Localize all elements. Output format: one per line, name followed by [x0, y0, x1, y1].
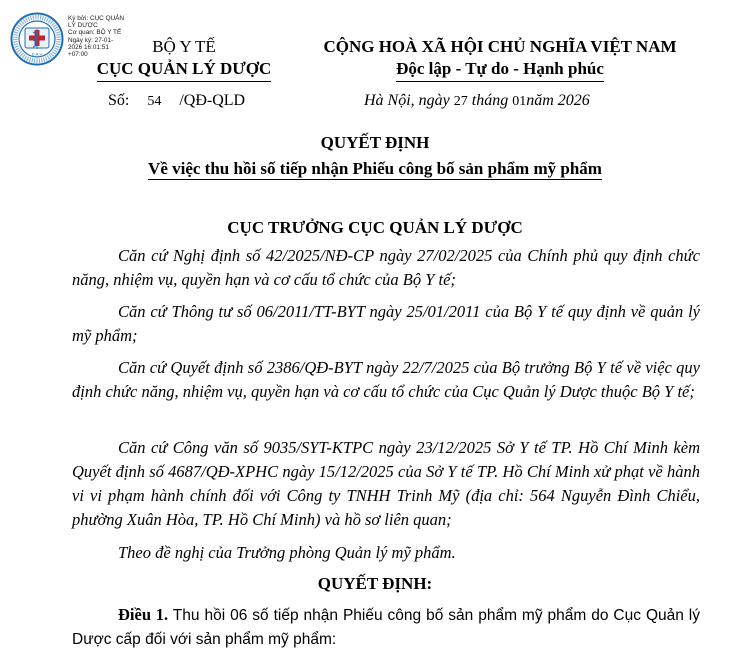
place-and-date — [364, 92, 590, 110]
date-day: 27 — [453, 94, 468, 109]
date-prefix: Hà Nội, ngày — [364, 92, 450, 109]
date-year: năm 2026 — [526, 92, 590, 109]
legal-basis-2: Căn cứ Thông tư số 06/2011/TT-BYT ngày 25/01/2011 của Bộ Y tế quy định về quản lý mỹ phẩm; — [72, 302, 700, 345]
legal-basis-1: Căn cứ Nghị định số 42/2025/NĐ-CP ngày 27/02/2025 của Chính phủ quy định chức năng, nhiệm vụ, quyền hạn và cơ cấu tổ chức của Bộ Y tế; — [72, 246, 700, 289]
issuing-organization — [90, 36, 278, 82]
signature-line: Ngày ký: 27-01- — [68, 36, 114, 44]
legal-basis-3: Căn cứ Quyết định số 2386/QĐ-BYT ngày 22/7/2025 của Bộ trưởng Bộ Y tế về việc quy định chức năng, nhiệm vụ, quyền hạn và cơ cấu tổ chức của Cục Quản lý Dược thuộc Bộ Y tế; — [72, 358, 700, 401]
signature-line: +07:00 — [68, 51, 88, 59]
agency-seal-icon — [10, 12, 64, 66]
doc-number-value: 54 — [147, 94, 162, 109]
legal-basis-4: Căn cứ Công văn số 9035/SYT-KTPC ngày 23/12/2025 Sở Y tế TP. Hồ Chí Minh kèm Quyết định số 4687/QĐ-XPHC ngày 15/12/2025 của Sở Y tế TP. Hồ Chí Minh xử phạt về hành vi vi phạm hành chính đối với Công ty TNHH Trinh Mỹ (địa chỉ: 564 Nguyễn Đình Chiểu, phường Xuân Hòa, TP. Hồ Chí Minh) và hồ sơ liên quan; — [72, 438, 700, 529]
article-1 — [72, 603, 700, 652]
ministry-name: BỘ Y TẾ — [152, 37, 216, 56]
document-title: QUYẾT ĐỊNH — [320, 133, 430, 152]
document-number — [108, 92, 245, 110]
subject-text: Về việc thu hồi số tiếp nhận Phiếu công bố sản phẩm mỹ phẩm — [148, 159, 602, 178]
article-1-label: Điều 1. — [118, 605, 169, 624]
article-1-text: Thu hồi 06 số tiếp nhận Phiếu công bố sản phẩm mỹ phẩm do Cục Quản lý Dược cấp đối với sản phẩm mỹ phẩm: — [72, 607, 701, 648]
date-month: 01 — [512, 94, 527, 109]
date-month-label: tháng — [471, 92, 509, 109]
country-name: CỘNG HOÀ XÃ HỘI CHỦ NGHĨA VIỆT NAM — [323, 37, 677, 56]
document-subject — [0, 159, 750, 180]
issuer-title: CỤC TRƯỞNG CỤC QUẢN LÝ DƯỢC — [227, 218, 523, 237]
signature-line: Ký bởi: CỤC QUẢN — [68, 15, 125, 22]
doc-number-prefix: Số: — [108, 92, 130, 109]
signature-line: Cơ quan: BỘ Y TẾ — [68, 29, 122, 37]
national-motto: Độc lập - Tự do - Hạnh phúc — [396, 58, 604, 82]
svg-text:D.A.V: D.A.V — [31, 51, 43, 57]
signature-line: 2026 16:01:51 — [68, 43, 109, 51]
decision-heading: QUYẾT ĐỊNH: — [317, 574, 433, 593]
doc-number-suffix: /QĐ-QLD — [179, 92, 246, 109]
national-header — [300, 36, 700, 82]
signature-line: LÝ DƯỢC — [68, 22, 98, 30]
legal-basis-5: Theo đề nghị của Trưởng phòng Quản lý mỹ phẩm. — [118, 543, 456, 562]
agency-name: CỤC QUẢN LÝ DƯỢC — [97, 58, 272, 82]
